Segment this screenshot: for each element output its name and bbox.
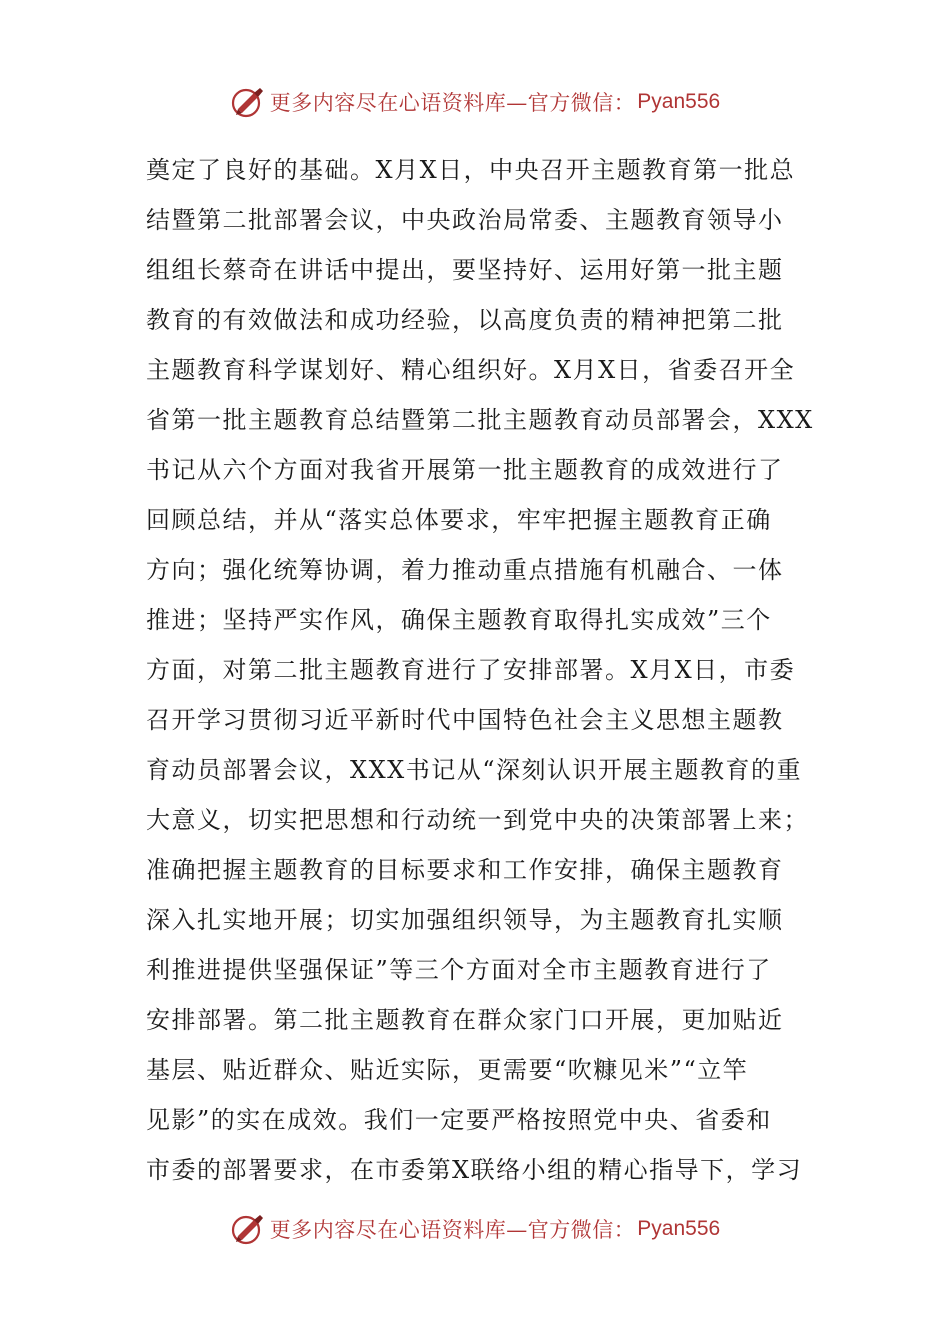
watermark-wechat-id: Pyan556 — [637, 1217, 721, 1240]
text-line: 结暨第二批部署会议，中央政治局常委、主题教育领导小 — [146, 206, 784, 234]
document-body — [146, 145, 814, 1195]
text-line: 教育的有效做法和成功经验，以高度负责的精神把第二批 — [146, 306, 784, 334]
text-line: 育动员部署会议，XXX书记从“深刻认识开展主题教育的重 — [146, 756, 803, 784]
text-line: 方向；强化统筹协调，着力推动重点措施有机融合、一体 — [146, 556, 784, 584]
text-line: 主题教育科学谋划好、精心组织好。X月X日，省委召开全 — [146, 356, 796, 384]
text-line: 推进；坚持严实作风，确保主题教育取得扎实成效”三个 — [146, 606, 772, 634]
text-line: 召开学习贯彻习近平新时代中国特色社会主义思想主题教 — [146, 706, 784, 734]
text-line: 方面，对第二批主题教育进行了安排部署。X月X日，市委 — [146, 656, 796, 684]
text-line: 市委的部署要求，在市委第X联络小组的精心指导下，学习 — [146, 1156, 803, 1184]
text-line: 省第一批主题教育总结暨第二批主题教育动员部署会，XXX — [146, 406, 814, 434]
watermark-wechat-id: Pyan556 — [637, 90, 721, 113]
text-line: 见影”的实在成效。我们一定要严格按照党中央、省委和 — [146, 1106, 772, 1134]
watermark-banner-top — [0, 80, 950, 124]
text-line: 深入扎实地开展；切实加强组织领导，为主题教育扎实顺 — [146, 906, 784, 934]
text-line: 基层、贴近群众、贴近实际，更需要“吹糠见米”“立竿 — [146, 1056, 749, 1084]
text-line: 大意义，切实把思想和行动统一到党中央的决策部署上来； — [146, 806, 809, 834]
text-line: 组组长蔡奇在讲话中提出，要坚持好、运用好第一批主题 — [146, 256, 784, 284]
watermark-banner-bottom — [0, 1207, 950, 1251]
text-line: 安排部署。第二批主题教育在群众家门口开展，更加贴近 — [146, 1006, 784, 1034]
text-line: 奠定了良好的基础。X月X日，中央召开主题教育第一批总 — [146, 156, 796, 184]
text-line: 利推进提供坚强保证”等三个方面对全市主题教育进行了 — [146, 956, 772, 984]
pen-logo-icon — [230, 1211, 266, 1247]
watermark-text: 更多内容尽在心语资料库—官方微信： — [269, 91, 636, 115]
text-line: 回顾总结，并从“落实总体要求，牢牢把握主题教育正确 — [146, 506, 772, 534]
watermark-text: 更多内容尽在心语资料库—官方微信： — [269, 1218, 636, 1242]
text-line: 书记从六个方面对我省开展第一批主题教育的成效进行了 — [146, 456, 784, 484]
text-line: 准确把握主题教育的目标要求和工作安排，确保主题教育 — [146, 856, 784, 884]
pen-logo-icon — [230, 84, 266, 120]
